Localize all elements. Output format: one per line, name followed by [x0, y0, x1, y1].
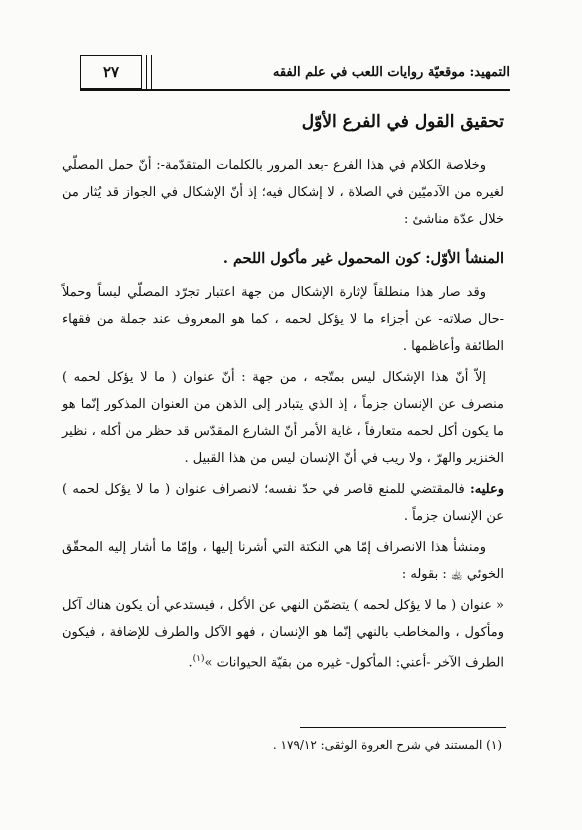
intro-paragraph: وخلاصة الكلام في هذا الفرع -بعد المرور بالكلمات المتقدّمة-: أنّ حمل المصلّي لغيره من الآدميّين في الصلاة ، لا إشكال فيه؛ إذ أنّ الإشكال في الجواز قد يُثار من خلال عدّة مناشئ : [62, 158, 504, 227]
subheading: المنشأ الأوّل: كون المحمول غير مأكول اللحم . [222, 250, 504, 267]
page-number: ٢٧ [80, 55, 142, 89]
page-header [80, 55, 510, 92]
footnote: (١) المستند في شرح العروة الوثقى: ١٧٩/١٢ . [272, 738, 502, 752]
paragraph-1: وقد صار هذا منطلقاً لإثارة الإشكال من جهة اعتبار تجرّد المصلّي لبساً وحملاً -حال صلاته- عن أجزاء ما لا يؤكل لحمه ، كما هو المعروف عند جملة من فقهاء الطائفة وأعاظمها . [62, 285, 504, 354]
header-divider [151, 55, 152, 89]
page-body [62, 100, 504, 680]
paragraph-3-text: فالمقتضي للمنع قاصر في حدّ نفسه؛ لانصراف عنوان ( ما لا يؤكل لحمه ) عن الإنسان جزماً . [62, 482, 504, 524]
section-title: تحقيق القول في الفرع الأوّل [301, 112, 504, 132]
footnote-reference[interactable]: (١) [192, 654, 205, 664]
paragraph-3 [62, 476, 504, 530]
quote-text: « عنوان ( ما لا يؤكل لحمه ) يتضمّن النهي عن الأكل ، فيستدعي أن يكون هناك آكل ومأكول ، والمخاطب بالنهي إنّما هو الإنسان ، فهو الآكل والطرف للإضافة ، فيكون الطرف الآخر -أعني: المأكول- غيره من بقيّة الحيوانات » [62, 598, 504, 671]
header-rule [80, 89, 510, 91]
quote-paragraph: « عنوان ( ما لا يؤكل لحمه ) يتضمّن النهي عن الأكل ، فيستدعي أن يكون هناك آكل ومأكول ، والمخاطب بالنهي إنّما هو الإنسان ، فهو الآكل والطرف للإضافة ، فيكون الطرف الآخر -أعني: المأكول- غيره من بقيّة الحيوانات »$^{(١)}$. [62, 598, 504, 671]
paragraph-2: إلاّ أنّ هذا الإشكال ليس بمتّجه ، من جهة : أنّ عنوان ( ما لا يؤكل لحمه ) منصرف عن الإنسان جزماً ، إذ الذي يتبادر إلى الذهن من العنوان المذكور إنّما هو ما يكون أكل لحمه متعارفاً ، غاية الأمر أنّ الشارع المقدّس قد حظر من أكله ، نظير الخنزير والهرّ ، ولا ريب في أنّ الإنسان ليس من هذا القبيل . [62, 370, 504, 466]
paragraph-4: ومنشأ هذا الانصراف إمّا هي النكتة التي أشرنا إليها ، وإمّا ما أشار إليه المحقّق الخوئي ﵀ : بقوله : [62, 540, 504, 582]
running-title: التمهيد: موقعيّة روايات اللعب في علم الفقه [272, 65, 510, 80]
footnote-separator [300, 727, 506, 728]
paragraph-3-lead: وعليه: [469, 482, 504, 497]
header-divider [146, 55, 147, 89]
